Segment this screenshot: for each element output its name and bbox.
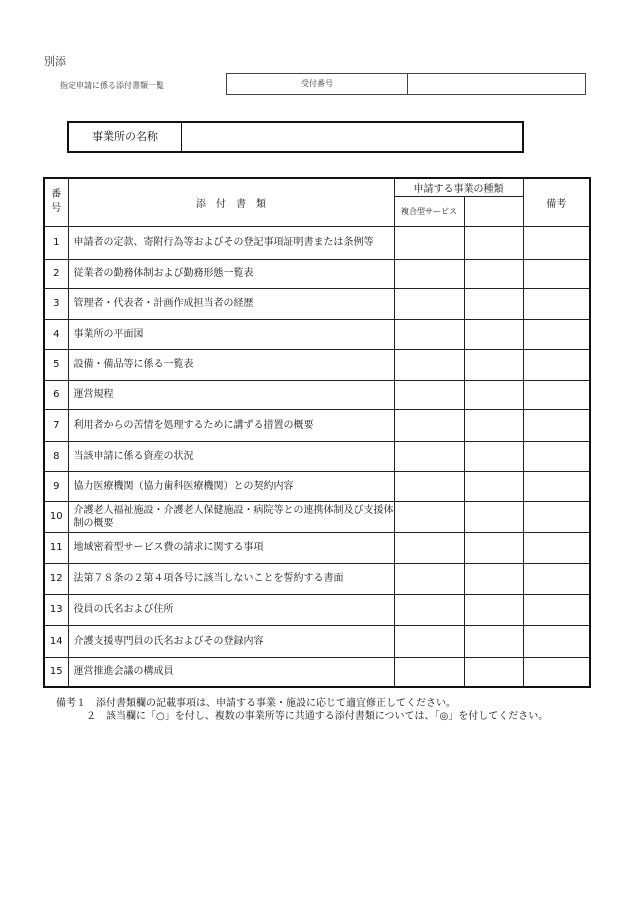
service-check-cell[interactable]	[394, 471, 464, 501]
row-document-name: 介護老人福祉施設・介護老人保健施設・病院等との連携体制及び支援体制の概要	[68, 501, 394, 532]
service-check-cell[interactable]	[394, 226, 464, 259]
service-check-cell-2[interactable]	[464, 349, 523, 380]
note-line-2: ２ 該当欄に「○」を付し、複数の事業所等に共通する添付書類については、「◎」を付してください。	[56, 711, 549, 722]
row-document-name: 運営推進会議の構成員	[68, 657, 394, 687]
row-document-name: 法第７８条の２第４項各号に該当しないことを誓約する書面	[68, 563, 394, 594]
row-number: 9	[44, 471, 68, 501]
remarks-cell[interactable]	[523, 288, 590, 319]
header-service-blank	[464, 196, 523, 226]
row-document-name: 管理者・代表者・計画作成担当者の経歴	[68, 288, 394, 319]
service-check-cell[interactable]	[394, 657, 464, 687]
row-number: 7	[44, 409, 68, 441]
service-check-cell-2[interactable]	[464, 563, 523, 594]
row-number: 11	[44, 532, 68, 563]
remarks-cell[interactable]	[523, 380, 590, 409]
row-number: 2	[44, 259, 68, 288]
table-row	[44, 594, 590, 625]
table-row	[44, 563, 590, 594]
table-row	[44, 657, 590, 687]
office-name-label: 事業所の名称	[69, 123, 182, 151]
table-row	[44, 625, 590, 657]
remarks-cell[interactable]	[523, 563, 590, 594]
office-name-field[interactable]	[182, 123, 522, 151]
row-document-name: 従業者の勤務体制および勤務形態一覧表	[68, 259, 394, 288]
row-number: 6	[44, 380, 68, 409]
table-row	[44, 226, 590, 259]
service-check-cell-2[interactable]	[464, 532, 523, 563]
remarks-cell[interactable]	[523, 471, 590, 501]
office-name-box	[67, 121, 524, 153]
service-check-cell-2[interactable]	[464, 380, 523, 409]
table-row	[44, 380, 590, 409]
service-check-cell[interactable]	[394, 625, 464, 657]
row-number: 14	[44, 625, 68, 657]
header-remarks: 備考	[523, 178, 590, 226]
service-check-cell[interactable]	[394, 594, 464, 625]
remarks-cell[interactable]	[523, 594, 590, 625]
table-row	[44, 259, 590, 288]
service-check-cell-2[interactable]	[464, 657, 523, 687]
header-service-group: 申請する事業の種類	[394, 178, 523, 196]
service-check-cell-2[interactable]	[464, 625, 523, 657]
remarks-cell[interactable]	[523, 625, 590, 657]
service-check-cell[interactable]	[394, 259, 464, 288]
service-check-cell[interactable]	[394, 288, 464, 319]
row-number: 3	[44, 288, 68, 319]
receipt-number-box	[226, 73, 586, 95]
service-check-cell[interactable]	[394, 563, 464, 594]
attachment-table	[43, 177, 591, 688]
row-document-name: 当該申請に係る資産の状況	[68, 441, 394, 471]
receipt-number-label: 受付番号	[227, 74, 408, 94]
header-documents: 添 付 書 類	[68, 178, 394, 226]
service-check-cell-2[interactable]	[464, 471, 523, 501]
note-line-1: 備考１ 添付書類欄の記載事項は、申請する事業・施設に応じて適宜修正してください。	[56, 698, 456, 709]
row-document-name: 介護支援専門員の氏名およびその登録内容	[68, 625, 394, 657]
row-number: 12	[44, 563, 68, 594]
service-check-cell[interactable]	[394, 501, 464, 532]
row-number: 10	[44, 501, 68, 532]
remarks-cell[interactable]	[523, 409, 590, 441]
remarks-cell[interactable]	[523, 349, 590, 380]
notes	[56, 697, 548, 723]
service-check-cell[interactable]	[394, 380, 464, 409]
remarks-cell[interactable]	[523, 532, 590, 563]
row-number: 5	[44, 349, 68, 380]
row-document-name: 役員の氏名および住所	[68, 594, 394, 625]
service-check-cell-2[interactable]	[464, 501, 523, 532]
table-row	[44, 409, 590, 441]
service-check-cell[interactable]	[394, 409, 464, 441]
service-check-cell-2[interactable]	[464, 594, 523, 625]
attachment-label: 別添	[44, 55, 66, 68]
row-document-name: 申請者の定款、寄附行為等およびその登記事項証明書または条例等	[68, 226, 394, 259]
service-check-cell-2[interactable]	[464, 288, 523, 319]
row-document-name: 協力医療機関（協力歯科医療機関）との契約内容	[68, 471, 394, 501]
service-check-cell[interactable]	[394, 319, 464, 349]
service-check-cell[interactable]	[394, 349, 464, 380]
remarks-cell[interactable]	[523, 441, 590, 471]
row-document-name: 地域密着型サービス費の請求に関する事項	[68, 532, 394, 563]
row-document-name: 利用者からの苦情を処理するために講ずる措置の概要	[68, 409, 394, 441]
header-service-type: 複合型サービス	[394, 196, 464, 226]
service-check-cell-2[interactable]	[464, 259, 523, 288]
service-check-cell-2[interactable]	[464, 319, 523, 349]
row-document-name: 事業所の平面図	[68, 319, 394, 349]
table-row	[44, 319, 590, 349]
row-number: 4	[44, 319, 68, 349]
table-row	[44, 288, 590, 319]
row-number: 13	[44, 594, 68, 625]
service-check-cell-2[interactable]	[464, 441, 523, 471]
remarks-cell[interactable]	[523, 226, 590, 259]
service-check-cell-2[interactable]	[464, 226, 523, 259]
row-document-name: 運営規程	[68, 380, 394, 409]
remarks-cell[interactable]	[523, 319, 590, 349]
remarks-cell[interactable]	[523, 259, 590, 288]
document-title: 指定申請に係る添付書類一覧	[60, 81, 164, 90]
table-row	[44, 532, 590, 563]
row-number: 8	[44, 441, 68, 471]
row-number: 1	[44, 226, 68, 259]
table-row	[44, 349, 590, 380]
remarks-cell[interactable]	[523, 657, 590, 687]
table-row	[44, 441, 590, 471]
service-check-cell[interactable]	[394, 441, 464, 471]
row-number: 15	[44, 657, 68, 687]
header-number: 番 号	[44, 178, 68, 226]
table-row	[44, 501, 590, 532]
service-check-cell[interactable]	[394, 532, 464, 563]
remarks-cell[interactable]	[523, 501, 590, 532]
service-check-cell-2[interactable]	[464, 409, 523, 441]
row-document-name: 設備・備品等に係る一覧表	[68, 349, 394, 380]
receipt-number-field[interactable]	[408, 74, 585, 94]
table-row	[44, 471, 590, 501]
